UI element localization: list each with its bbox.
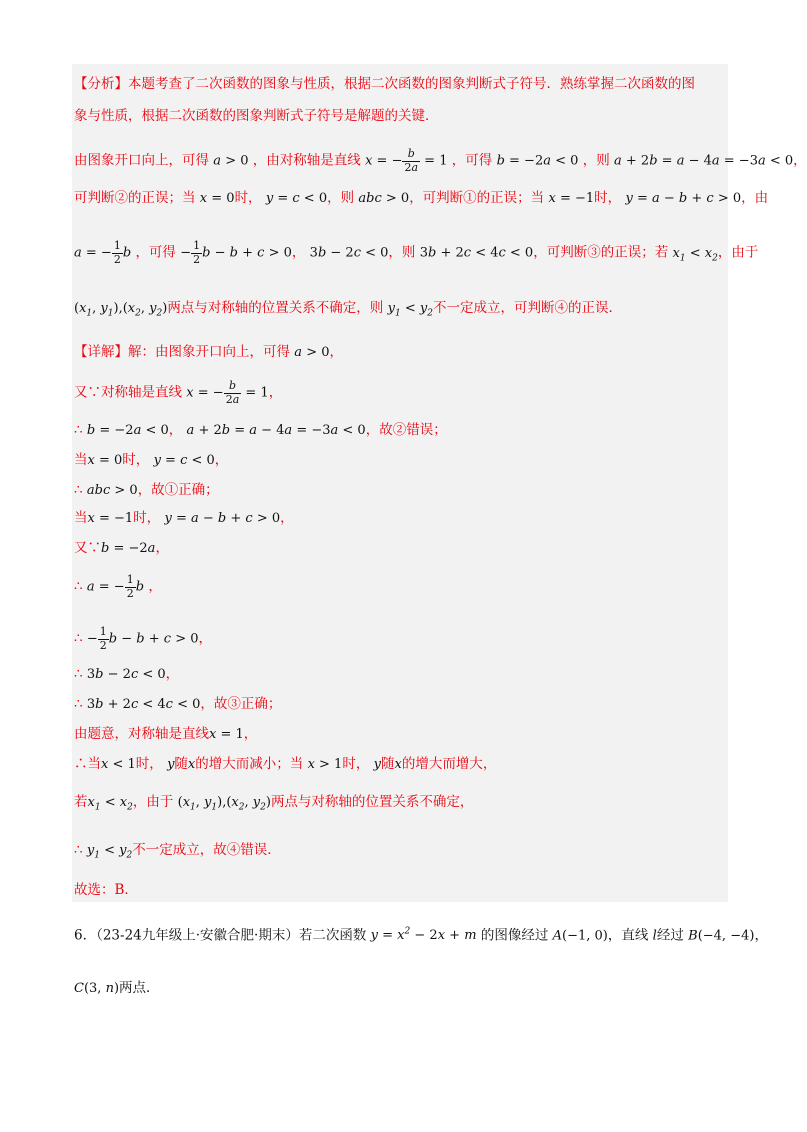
math-fraction: $\frac{b}{2a}$ xyxy=(404,147,419,174)
detail-line-8: ∴ a = − $\frac{1}{2}$ b ， xyxy=(74,573,162,600)
analysis-tag: 【分析】 xyxy=(74,76,128,92)
detail-line-14: 若$x_1 < x_2$，由于 ($x_1$, $y_1),(x_2$, $y_2$)两点与对称轴的位置关系不确定， xyxy=(74,794,474,813)
detail-line-2: 又∵对称轴是直线 x = − $\frac{b}{2a}$ = 1， xyxy=(74,379,283,406)
analysis-line-6: ($x_1$, $y_1),(x_2$, $y_2$)两点与对称轴的位置关系不确定，则 $y_1 < y_2$不一定成立，可判断④的正误． xyxy=(74,300,622,319)
analysis-line-1: 【分析】本题考查了二次函数的图象与性质，根据二次函数的图象判断式子符号．熟练掌握二次函数的图 xyxy=(74,76,695,92)
math-expr: b = −2a < 0 xyxy=(496,153,579,169)
detail-line-9: ∴ − $\frac{1}{2}$ b − b + c > 0， xyxy=(74,625,213,652)
analysis-line-4: 可判断②的正误；当 x = 0时， y = c < 0，则 abc > 0，可判断①的正误；当 x = −1时， y = a − b + c > 0，由 xyxy=(74,190,769,206)
detail-line-16: 故选：B． xyxy=(74,882,138,898)
detail-line-1: 【详解】解：由图象开口向上，可得 a > 0， xyxy=(74,344,343,360)
analysis-line-3: 由图象开口向上，可得 a > 0 ，由对称轴是直线 x = − $\frac{b}{2a}$ = 1 ，可得 b = −2a < 0 ，则 a + 2b = a − 4a = −3a < 0， xyxy=(74,147,807,174)
detail-line-3: ∴ b = −2a < 0， a + 2b = a − 4a = −3a < 0，故②错误； xyxy=(74,422,447,438)
detail-line-12: 由题意，对称轴是直线x = 1， xyxy=(74,726,258,742)
math-expr: a > 0 xyxy=(213,153,249,169)
detail-tag: 【详解】 xyxy=(74,344,128,360)
detail-line-11: ∴ 3b + 2c < 4c < 0，故③正确； xyxy=(74,696,282,712)
detail-line-13: ∴当x < 1时， y随x的增大而减小；当 x > 1时， y随x的增大而增大， xyxy=(74,756,497,772)
detail-line-15: ∴ $y_1 < y_2$不一定成立，故④错误． xyxy=(74,842,281,861)
detail-line-7: 又∵b = −2a， xyxy=(74,540,169,556)
detail-line-10: ∴ 3b − 2c < 0， xyxy=(74,666,180,682)
detail-line-6: 当x = −1时， y = a − b + c > 0， xyxy=(74,510,294,526)
question-number: 6． xyxy=(74,927,97,944)
analysis-line-2: 象与性质，根据二次函数的图象判断式子符号是解题的关键． xyxy=(74,108,439,124)
analysis-line-5: a = − $\frac{1}{2}$ b ，可得 − $\frac{1}{2}$ b − b + c > 0， 3b − 2c < 0，则 3b + 2c < 4c < 0，可判断③的正误；若 $x_1 < x_2$，由于 xyxy=(74,239,759,266)
question-source: （23-24九年级上·安徽合肥·期末） xyxy=(96,927,299,944)
detail-line-4: 当x = 0时， y = c < 0， xyxy=(74,452,229,468)
math-expr: x = − xyxy=(365,153,403,169)
math-expr: a + 2b = a − 4a = −3a < 0 xyxy=(614,153,794,169)
detail-line-5: ∴ abc > 0，故①正确； xyxy=(74,482,219,498)
question-line-1: 6．（23-24九年级上·安徽合肥·期末）若二次函数 $y = x^2 - 2x + m$ 的图像经过 A(−1, 0)，直线 l经过 B(−4, −4)， xyxy=(74,927,768,944)
question-line-2: C(3, n)两点． xyxy=(74,980,160,996)
